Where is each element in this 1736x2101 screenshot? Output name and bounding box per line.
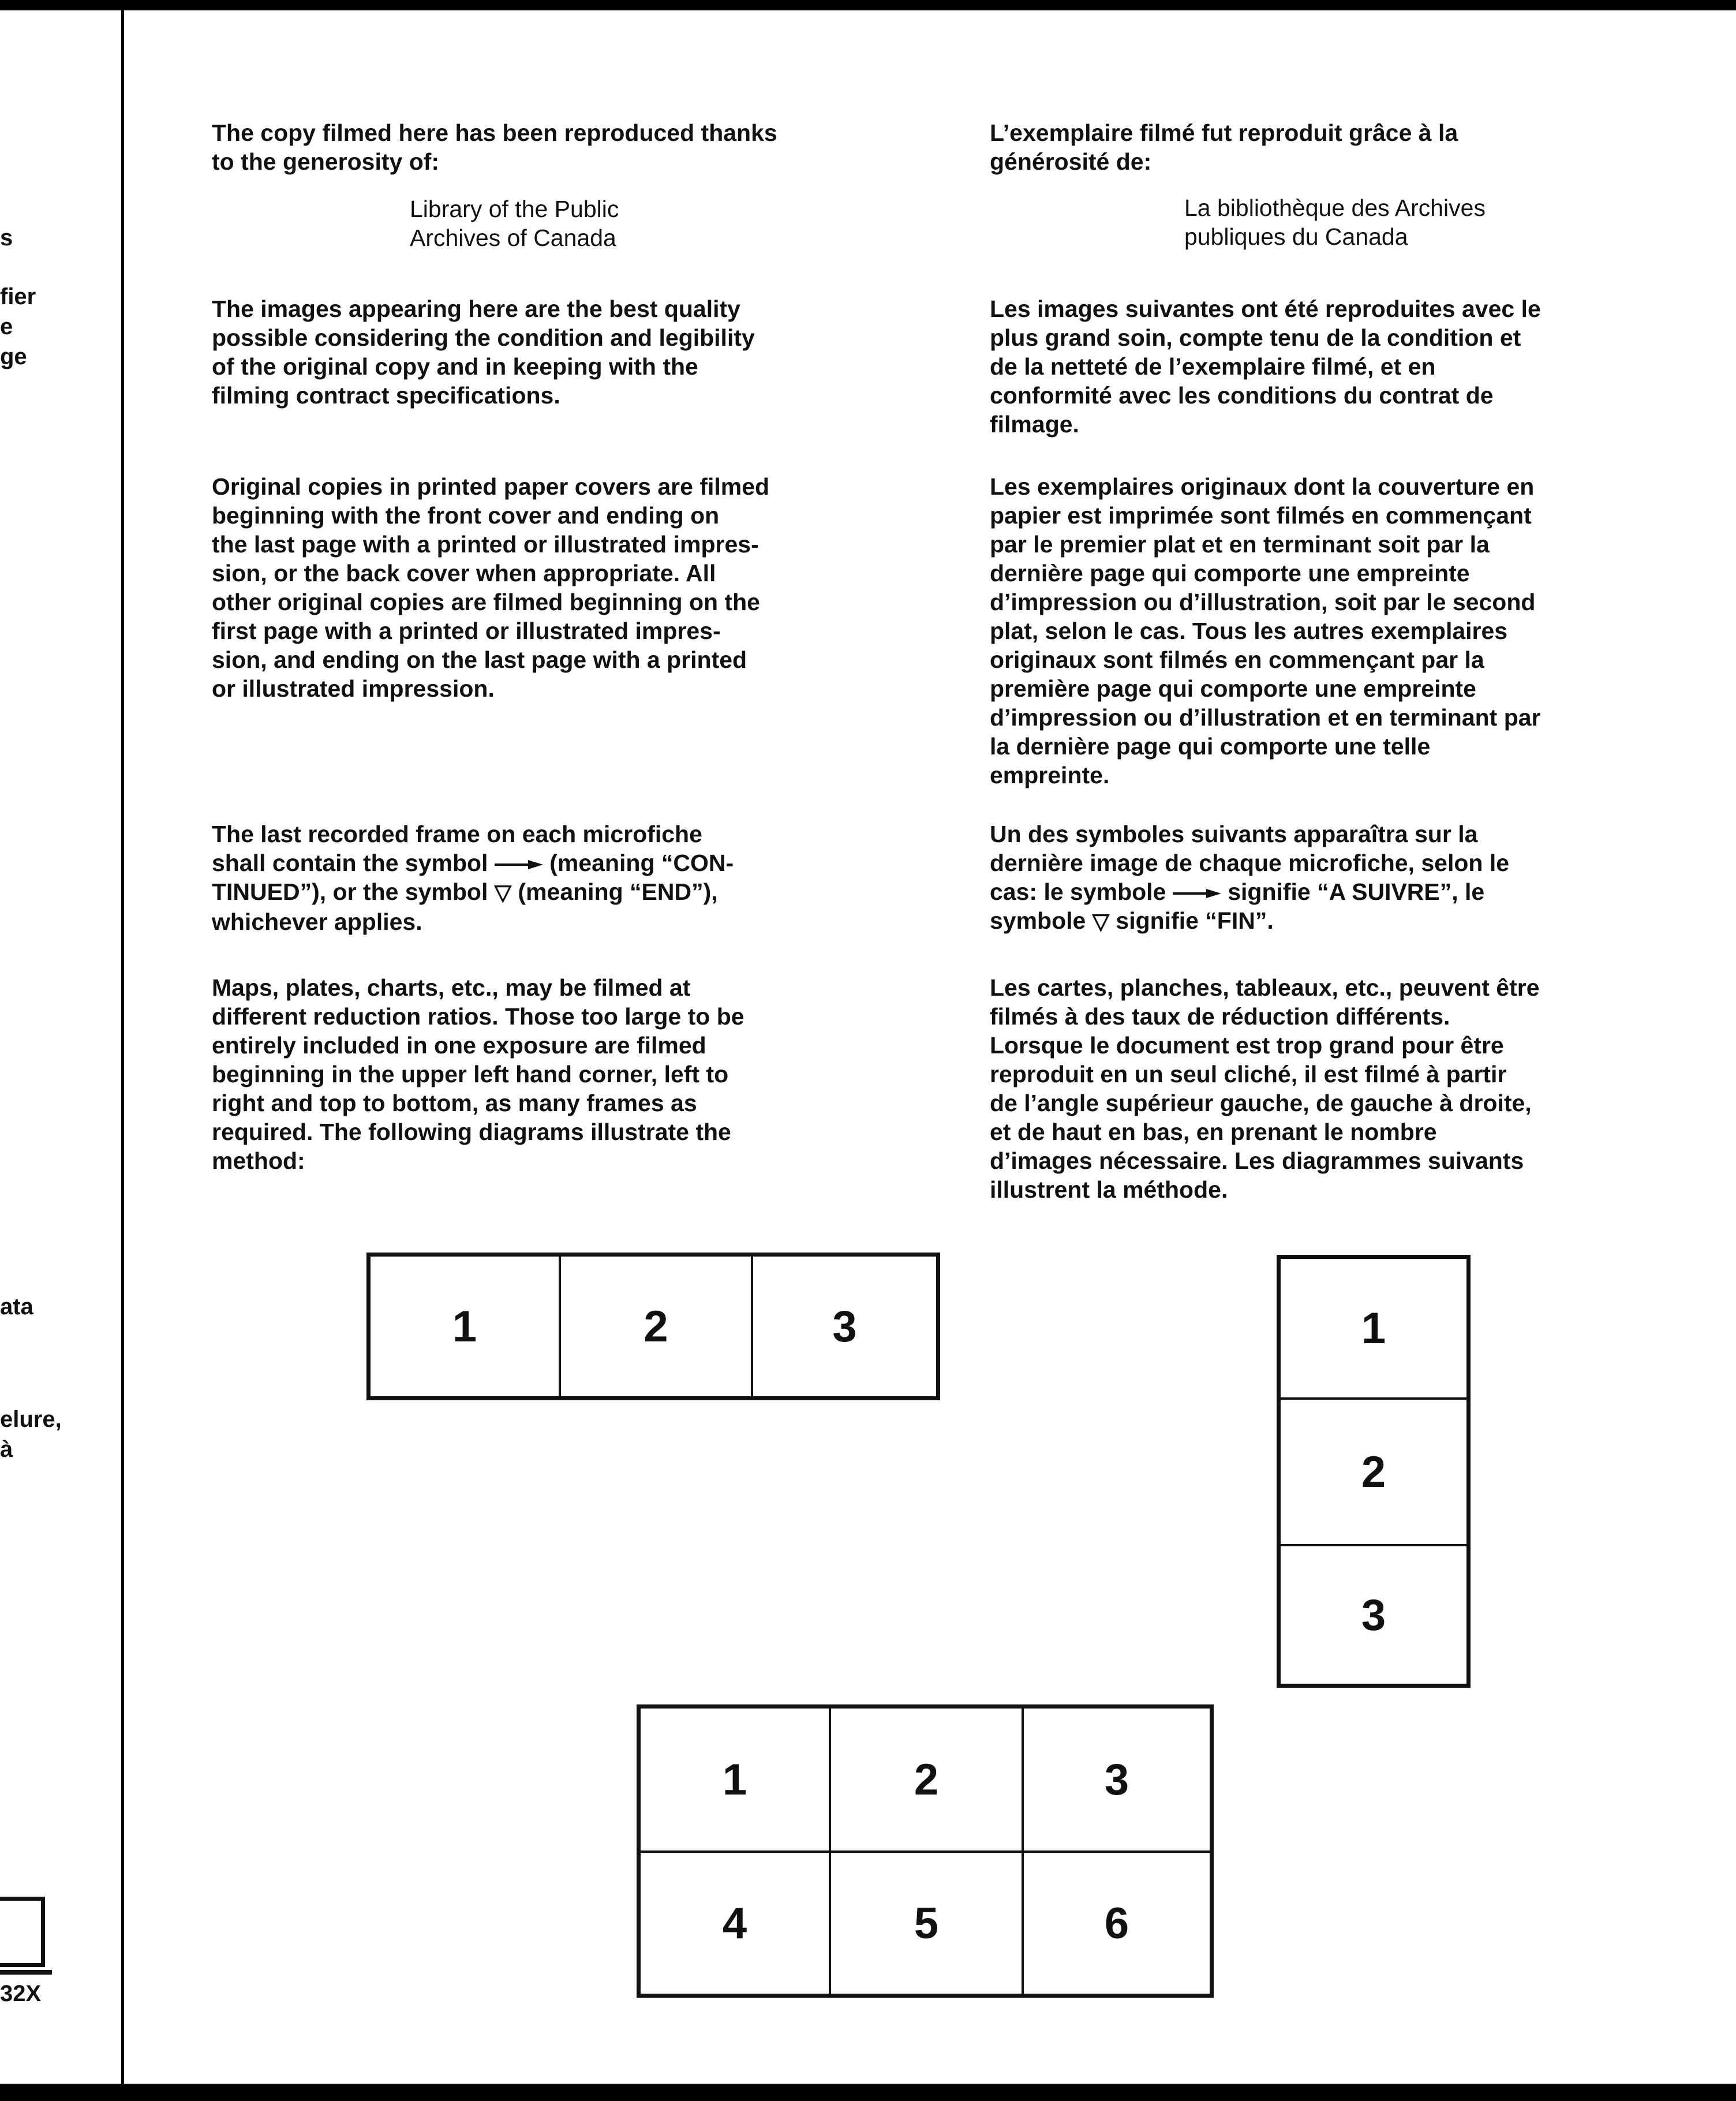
- grid-frame-diagram: [637, 1704, 1214, 1998]
- french-credit-intro: L’exemplaire filmé fut reproduit grâce à la générosité de:: [990, 119, 1458, 175]
- english-quality-paragraph: The images appearing here are the best quality possible considering the condition and legibility of the original copy and in keeping with the filming contract specifications.: [212, 296, 755, 409]
- french-maps-paragraph: Les cartes, planches, tableaux, etc., peuvent être filmés à des taux de réduction différents. Lorsque le document est trop grand pour être reproduit en un seul cliché, il est filmé à partir de l’angle supérieur gauche, de gauche à droite, et de haut en bas, en prenant le nombre d’images nécessaire. Les diagrammes suivants illustrent la méthode.: [990, 974, 1540, 1203]
- french-originals-paragraph: Les exemplaires originaux dont la couverture en papier est imprimée sont filmés en commençant par le premier plat et en terminant soit par la dernière page qui comporte une empreinte d’impression ou d’illustration, soit par le second plat, selon le cas. Tous les autres exemplaires originaux sont filmés en commençant par la première page qui comporte une empreinte d’impression ou d’illustration et en terminant par la dernière page qui comporte une telle empreinte.: [990, 473, 1541, 788]
- left-fragment-3: ata: [0, 1294, 33, 1319]
- frame-cell: 2: [914, 1755, 939, 1804]
- adjacent-page-strip: [0, 10, 121, 2084]
- frame-cell: 4: [722, 1898, 747, 1948]
- french-quality-paragraph: Les images suivantes ont été reproduites avec le plus grand soin, compte tenu de la condition et de la netteté de l’exemplaire filmé, et en conformité avec les conditions du contrat de filmage.: [990, 296, 1541, 438]
- frame-cell: 5: [914, 1898, 939, 1948]
- frame-cell: 3: [1361, 1590, 1386, 1640]
- english-library-name: Library of the Public Archives of Canada: [410, 196, 619, 251]
- left-fragment-4: elure, à: [0, 1407, 62, 1462]
- left-box: [0, 1897, 45, 1967]
- frame-cell: 1: [722, 1755, 747, 1804]
- horizontal-frame-diagram: [366, 1253, 940, 1400]
- frame-cell: 2: [1361, 1447, 1386, 1497]
- frame-cell: 3: [832, 1302, 857, 1351]
- left-fragment-5: 32X: [0, 1981, 42, 2006]
- frame-cell: 1: [452, 1302, 477, 1351]
- left-fragment-1: s: [0, 225, 13, 251]
- frame-cell: 2: [643, 1302, 668, 1351]
- english-originals-paragraph: Original copies in printed paper covers are filmed beginning with the front cover and ending on the last page with a printed or illustrated impres- sion, or the back cover when appropriate. All other original copies are filmed beginning on the first page with a printed or illustrated impres- sion, and ending on the last page with a printed or illustrated impression.: [212, 473, 770, 702]
- english-symbols-paragraph: The last recorded frame on each microfiche shall contain the symbol (meaning “CON- TINUED”), or the symbol ▽ (meaning “END”), whichever applies.: [212, 821, 734, 935]
- end-triangle-icon-fr: ▽: [1092, 910, 1109, 934]
- french-symbols-paragraph: Un des symboles suivants apparaîtra sur la dernière image de chaque microfiche, selon le cas: le symbole signifie “A SUIVRE”, le symbole ▽ signifie “FIN”.: [990, 821, 1510, 934]
- frame-cell: 6: [1104, 1898, 1129, 1948]
- left-rule: [0, 1970, 52, 1975]
- english-credit-intro: The copy filmed here has been reproduced thanks to the generosity of:: [212, 119, 777, 175]
- end-triangle-icon: ▽: [494, 881, 512, 905]
- arrow-right-icon: [495, 859, 543, 870]
- frame-cell: 3: [1104, 1755, 1129, 1804]
- english-maps-paragraph: Maps, plates, charts, etc., may be filmed at different reduction ratios. Those too large to be entirely included in one exposure are filmed beginning in the upper left hand corner, left to right and top to bottom, as many frames as required. The following diagrams illustrate the method:: [212, 974, 744, 1174]
- left-fragment-2: fier e ge: [0, 284, 36, 369]
- arrow-right-icon-fr: [1173, 888, 1221, 899]
- french-library-name: La bibliothèque des Archives publiques du Canada: [1184, 195, 1486, 250]
- vertical-frame-diagram: [1277, 1255, 1471, 1688]
- frame-cell: 1: [1361, 1303, 1386, 1353]
